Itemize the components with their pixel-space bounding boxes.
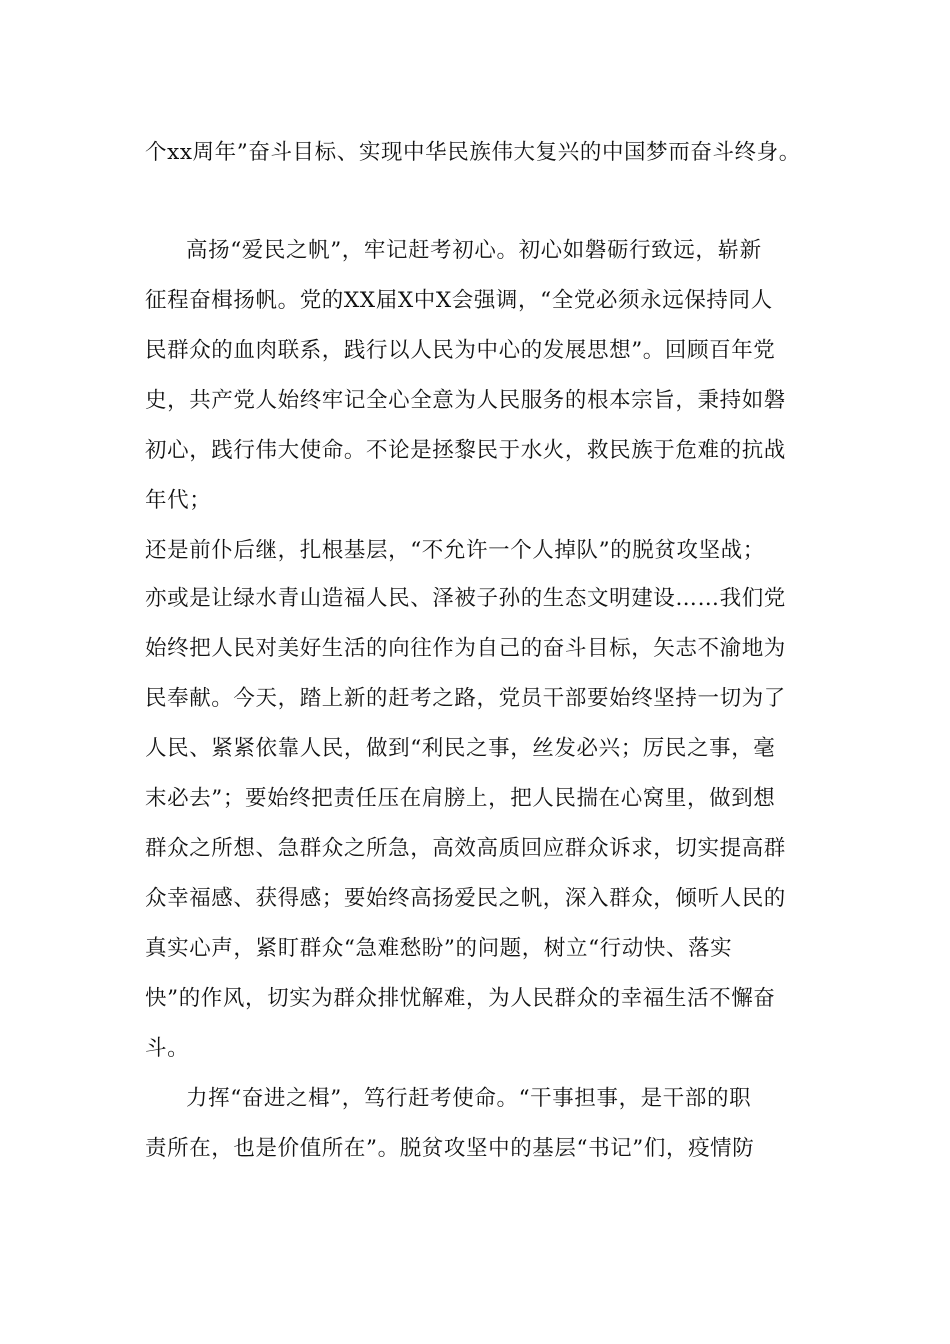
text-line: 年代； <box>145 488 212 513</box>
text-line: 真实心声，紧盯群众“急难愁盼”的问题，树立“行动快、落实 <box>145 936 733 961</box>
text-line: 人民、紧紧依靠人民，做到“利民之事，丝发必兴；厉民之事，毫 <box>145 736 776 761</box>
text-line: 还是前仆后继，扎根基层，“不允许一个人掉队”的脱贫攻坚战； <box>145 538 765 563</box>
text-line: 众幸福感、获得感；要始终高扬爱民之帆，深入群众，倾听人民的 <box>145 886 786 911</box>
text-line: 亦或是让绿水青山造福人民、泽被子孙的生态文明建设……我们党 <box>145 586 786 611</box>
text-line: 初心，践行伟大使命。不论是拯黎民于水火，救民族于危难的抗战 <box>145 438 786 463</box>
text-line: 征程奋楫扬帆。党的XX届X中X会强调，“全党必须永远保持同人 <box>145 288 773 313</box>
text-line: 始终把人民对美好生活的向往作为自己的奋斗目标，矢志不渝地为 <box>145 636 786 661</box>
text-line: 快”的作风，切实为群众排忧解难，为人民群众的幸福生活不懈奋 <box>145 986 776 1011</box>
text-line: 史，共产党人始终牢记全心全意为人民服务的根本宗旨，秉持如磐 <box>145 388 786 413</box>
text-line: 个xx周年”奋斗目标、实现中华民族伟大复兴的中国梦而奋斗终身。 <box>145 140 801 165</box>
paragraph-first-line: 高扬“爱民之帆”，牢记赶考初心。初心如磐砺行致远，崭新 <box>186 238 762 263</box>
text-line: 民群众的血肉联系，践行以人民为中心的发展思想”。回顾百年党 <box>145 338 776 363</box>
text-line: 斗。 <box>145 1036 190 1061</box>
text-line: 群众之所想、急群众之所急，高效高质回应群众诉求，切实提高群 <box>145 836 786 861</box>
paragraph-first-line: 力挥“奋进之楫”，笃行赶考使命。“干事担事，是干部的职 <box>186 1086 752 1111</box>
text-line: 末必去”；要始终把责任压在肩膀上，把人民揣在心窝里，做到想 <box>145 786 776 811</box>
text-line: 责所在，也是价值所在”。脱贫攻坚中的基层“书记”们，疫情防 <box>145 1136 755 1161</box>
text-line: 民奉献。今天，踏上新的赶考之路，党员干部要始终坚持一切为了 <box>145 686 786 711</box>
